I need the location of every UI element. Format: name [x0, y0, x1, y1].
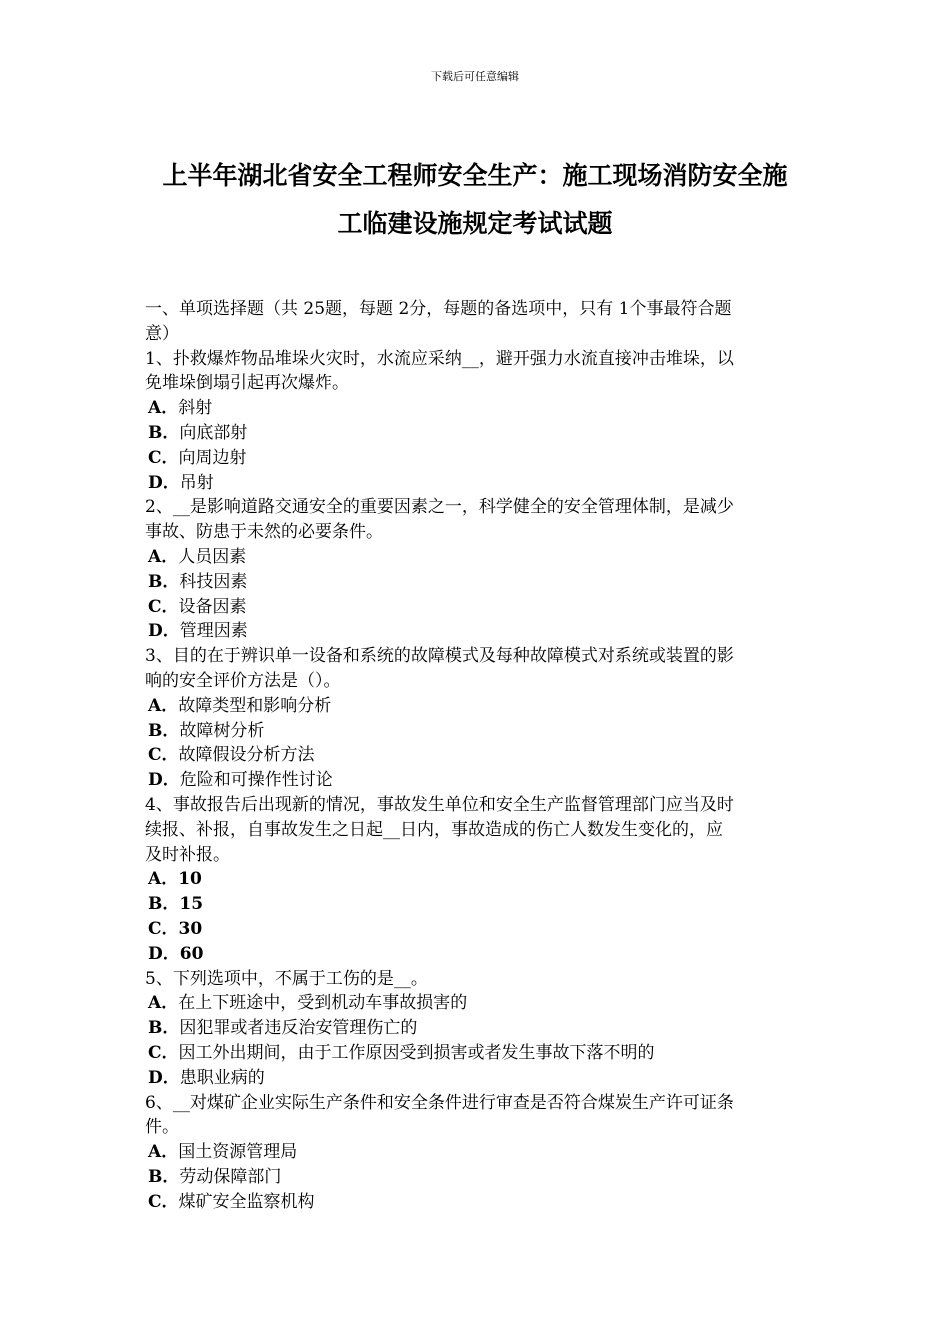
option-letter: A．: [148, 398, 179, 419]
option-letter: A．: [148, 993, 179, 1014]
option-item: [145, 545, 810, 570]
option-letter: D．: [148, 472, 180, 493]
header-note: 下载后可任意编辑: [431, 70, 519, 83]
option-text: 故障类型和影响分析: [178, 695, 332, 716]
option-letter: B．: [148, 894, 180, 915]
section-heading-line-1: 一、单项选择题（共 25题，每题 2分，每题的备选项中，只有 1个事最符合题: [145, 299, 732, 319]
document-title-line-1: 上半年湖北省安全工程师安全生产：施工现场消防安全施: [162, 161, 788, 190]
option-text: 危险和可操作性讨论: [179, 770, 333, 791]
option-item: [145, 1066, 810, 1091]
option-text: 在上下班途中，受到机动车事故损害的: [178, 993, 468, 1014]
option-letter: D．: [148, 1067, 180, 1088]
option-item: [145, 570, 810, 595]
question-text: 件。: [145, 1117, 179, 1138]
option-item: [145, 595, 810, 620]
document-title-line-2: 工临建设施规定考试试题: [337, 209, 613, 238]
option-letter: B．: [148, 422, 180, 443]
option-letter: C．: [148, 596, 179, 617]
option-item: [145, 942, 810, 967]
option-item: [145, 446, 810, 471]
option-text: 故障树分析: [179, 720, 265, 741]
question-text: 及时补报。: [145, 844, 230, 865]
option-text: 斜射: [178, 398, 213, 419]
question-text: 4、事故报告后出现新的情况，事故发生单位和安全生产监督管理部门应当及时: [145, 794, 734, 815]
question-text: 响的安全评价方法是（）。: [145, 670, 341, 691]
question-text: 2、__是影响道路交通安全的重要因素之一，科学健全的安全管理体制，是减少: [145, 497, 734, 518]
option-letter: A．: [148, 869, 179, 890]
question-text: 5、下列选项中，不属于工伤的是__。: [145, 968, 428, 989]
option-letter: B．: [148, 1166, 180, 1187]
option-text: 30: [178, 918, 203, 939]
option-letter: C．: [148, 745, 179, 766]
question-text: 6、__对煤矿企业实际生产条件和安全条件进行审查是否符合煤炭生产许可证条: [145, 1092, 734, 1113]
option-item: [145, 694, 810, 719]
option-text: 向底部射: [179, 422, 248, 443]
option-item: [145, 471, 810, 496]
option-text: 故障假设分析方法: [178, 745, 315, 766]
option-item: [145, 1016, 810, 1041]
option-letter: D．: [148, 770, 180, 791]
question-list: [145, 297, 810, 1214]
option-letter: C．: [148, 1191, 179, 1212]
option-item: [145, 768, 810, 793]
option-text: 因犯罪或者违反治安管理伤亡的: [179, 1018, 418, 1039]
option-item: [145, 892, 810, 917]
option-item: [145, 396, 810, 421]
option-letter: A．: [148, 695, 179, 716]
option-item: [145, 619, 810, 644]
option-item: [145, 1190, 810, 1215]
option-text: 国土资源管理局: [178, 1142, 298, 1163]
option-text: 60: [179, 943, 204, 964]
option-text: 向周边射: [178, 447, 247, 468]
option-item: [145, 743, 810, 768]
question-text: 续报、补报，自事故发生之日起__日内，事故造成的伤亡人数发生变化的，应: [145, 819, 723, 840]
option-text: 劳动保障部门: [179, 1166, 282, 1187]
option-text: 设备因素: [178, 596, 247, 617]
option-item: [145, 991, 810, 1016]
option-letter: A．: [148, 546, 179, 567]
question-text: 3、目的在于辨识单一设备和系统的故障模式及每种故障模式对系统或装置的影: [145, 646, 734, 667]
option-letter: B．: [148, 720, 180, 741]
question-text: 免堆垛倒塌引起再次爆炸。: [145, 373, 349, 394]
option-letter: A．: [148, 1142, 179, 1163]
question-text: 事故、防患于未然的必要条件。: [145, 522, 383, 543]
option-item: [145, 867, 810, 892]
option-item: [145, 917, 810, 942]
option-item: [145, 1165, 810, 1190]
option-letter: D．: [148, 943, 180, 964]
option-item: [145, 1041, 810, 1066]
option-item: [145, 1140, 810, 1165]
option-text: 患职业病的: [179, 1067, 265, 1088]
option-text: 15: [179, 894, 204, 915]
option-text: 管理因素: [179, 621, 248, 642]
section-heading-line-2: 意）: [145, 323, 179, 344]
option-item: [145, 719, 810, 744]
option-text: 10: [178, 869, 202, 890]
option-letter: B．: [148, 571, 180, 592]
option-text: 人员因素: [178, 546, 247, 567]
option-letter: C．: [148, 918, 179, 939]
option-text: 吊射: [179, 472, 214, 493]
option-letter: C．: [148, 447, 179, 468]
option-letter: C．: [148, 1042, 179, 1063]
option-text: 因工外出期间，由于工作原因受到损害或者发生事故下落不明的: [178, 1042, 655, 1063]
option-letter: D．: [148, 621, 180, 642]
option-text: 煤矿安全监察机构: [178, 1191, 315, 1212]
option-letter: B．: [148, 1018, 180, 1039]
option-item: [145, 421, 810, 446]
question-text: 1、扑救爆炸物品堆垛火灾时，水流应采纳__，避开强力水流直接冲击堆垛，以: [145, 348, 734, 369]
option-text: 科技因素: [179, 571, 248, 592]
